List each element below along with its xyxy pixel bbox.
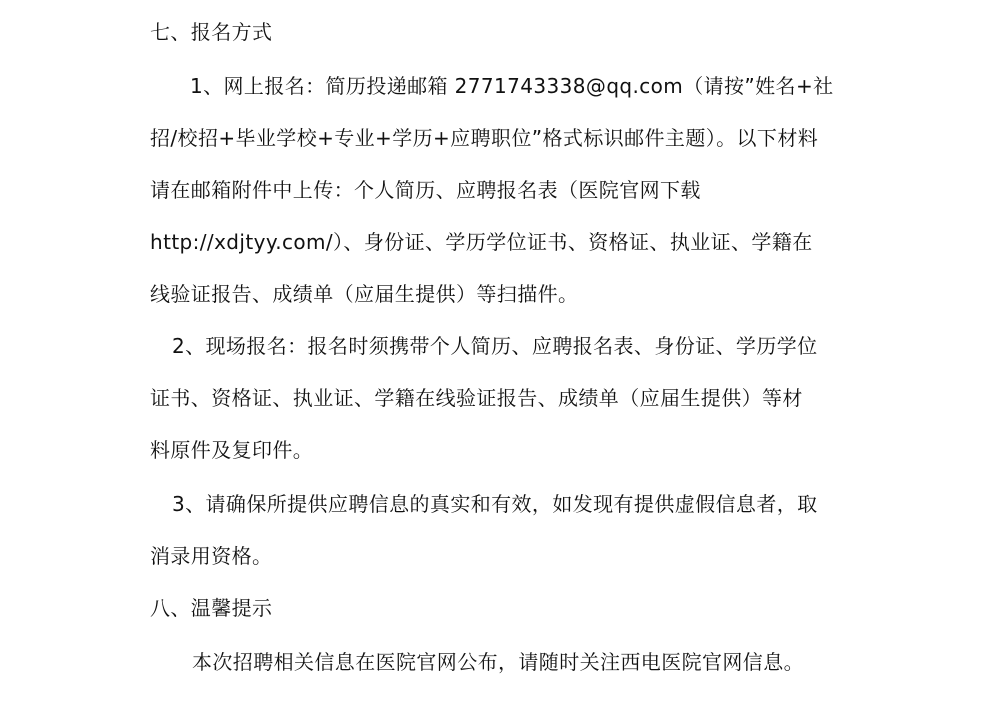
online-registration-line-1: 1、网上报名：简历投递邮箱 2771743338@qq.com（请按”姓名+社 (190, 74, 834, 98)
section-heading-registration: 七、报名方式 (150, 20, 273, 44)
authenticity-notice-line-2: 消录用资格。 (150, 544, 273, 568)
onsite-registration-line-3: 料原件及复印件。 (150, 438, 314, 462)
authenticity-notice-line-1: 3、请确保所提供应聘信息的真实和有效，如发现有提供虚假信息者，取 (172, 492, 818, 516)
online-registration-line-5: 线验证报告、成绩单（应届生提供）等扫描件。 (150, 282, 579, 306)
section-heading-tips: 八、温馨提示 (150, 596, 273, 620)
onsite-registration-line-2: 证书、资格证、执业证、学籍在线验证报告、成绩单（应届生提供）等材 (150, 386, 803, 410)
tip-line: 本次招聘相关信息在医院官网公布，请随时关注西电医院官网信息。 (192, 650, 804, 674)
onsite-registration-line-1: 2、现场报名：报名时须携带个人简历、应聘报名表、身份证、学历学位 (172, 334, 818, 358)
online-registration-line-4: http://xdjtyy.com/）、身份证、学历学位证书、资格证、执业证、学籍在 (150, 230, 813, 254)
online-registration-line-3: 请在邮箱附件中上传：个人简历、应聘报名表（医院官网下载 (150, 178, 701, 202)
online-registration-line-2: 招/校招+毕业学校+专业+学历+应聘职位”格式标识邮件主题）。以下材料 (150, 126, 819, 150)
